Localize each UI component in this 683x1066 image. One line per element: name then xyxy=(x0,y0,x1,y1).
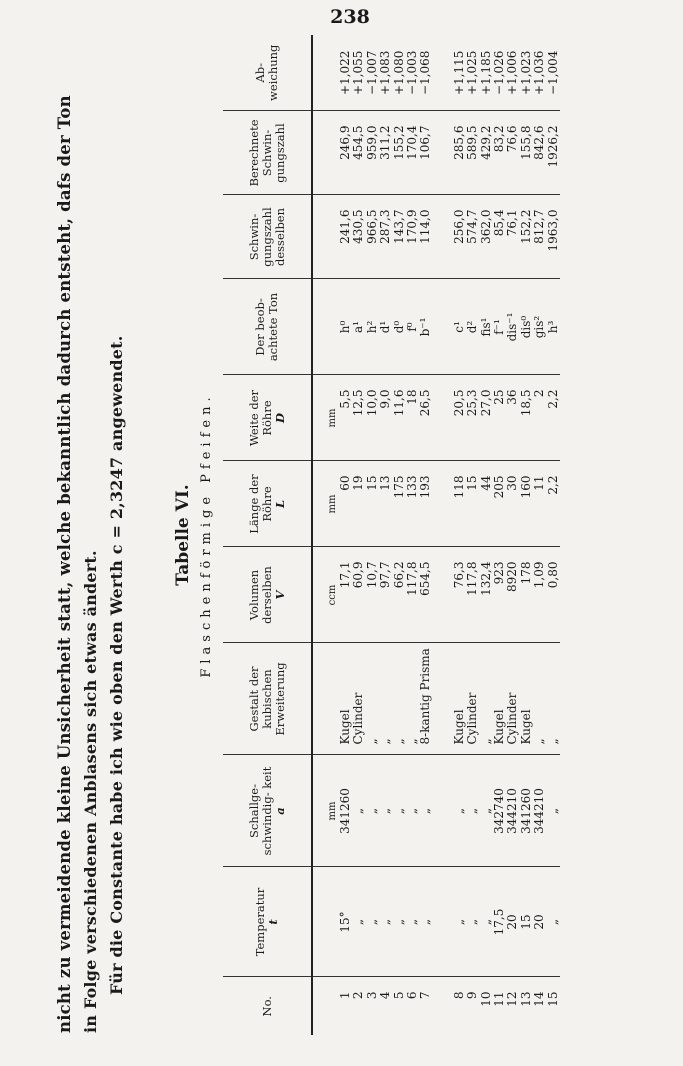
table-cell: 20 xyxy=(506,867,519,977)
table-cell: +1,185 xyxy=(480,35,493,111)
table-cell: 76,3 xyxy=(453,547,466,643)
data-table xyxy=(223,35,560,1035)
table-cell: „ xyxy=(419,867,432,977)
table-row xyxy=(366,35,379,1035)
column-header-symbol: L xyxy=(272,499,287,509)
table-subtitle: Flaschenförmige Pfeifen. xyxy=(199,392,214,678)
table-cell: „ xyxy=(393,755,406,867)
table-cell: „ xyxy=(466,867,479,977)
table-cell: 246,9 xyxy=(339,111,352,195)
table-cell: 8-kantig Prisma xyxy=(419,643,432,755)
body-text-line-1: nicht zu vermeidende kleine Unsicherheit statt, welche bekanntlich dadurch entsteht, dafs der Ton xyxy=(55,95,74,1033)
table-cell: „ xyxy=(366,643,379,755)
table-cell: +1,080 xyxy=(393,35,406,111)
table-cell: 132,4 xyxy=(480,547,493,643)
table-cell: 5 xyxy=(391,991,406,1000)
table-cell: „ xyxy=(352,867,365,977)
unit-cell xyxy=(312,867,339,977)
table-cell: 25,3 xyxy=(466,375,479,461)
table-cell: f⁰ xyxy=(406,279,419,375)
gap-cell xyxy=(433,643,453,755)
column-header-10 xyxy=(223,35,312,111)
table-cell: 17,1 xyxy=(339,547,352,643)
table-row xyxy=(466,35,479,1035)
table-cell: „ xyxy=(366,755,379,867)
table-cell: 14 xyxy=(532,991,547,1007)
table-cell: 8920 xyxy=(506,547,519,643)
page-number: 238 xyxy=(330,6,370,28)
table-cell: 311,2 xyxy=(379,111,392,195)
table-cell: 117,8 xyxy=(466,547,479,643)
table-cell: 2 xyxy=(533,375,546,461)
column-header-0 xyxy=(223,977,312,1035)
column-header-label: No. xyxy=(259,996,274,1017)
table-cell: „ xyxy=(352,755,365,867)
gap-cell xyxy=(433,977,453,1035)
table-cell: 25 xyxy=(493,375,506,461)
table-cell: 959,0 xyxy=(366,111,379,195)
table-cell: +1,055 xyxy=(352,35,365,111)
table-cell: −1,026 xyxy=(493,35,506,111)
table-cell: +1,083 xyxy=(379,35,392,111)
table-cell: 19 xyxy=(352,461,365,547)
table-cell: „ xyxy=(480,867,493,977)
table-cell: 9 xyxy=(465,991,480,1000)
table-cell: 812,7 xyxy=(533,195,546,279)
table-cell: 10 xyxy=(478,991,493,1007)
table-row xyxy=(379,35,392,1035)
table-cell: dis⁰ xyxy=(520,279,533,375)
table-cell: 0,80 xyxy=(547,547,560,643)
table-header xyxy=(223,35,312,1035)
table-cell: 574,7 xyxy=(466,195,479,279)
unit-cell: mm xyxy=(312,755,339,867)
table-cell: 170,4 xyxy=(406,111,419,195)
gap-cell xyxy=(433,461,453,547)
data-table-container xyxy=(223,35,560,1035)
table-cell: 18,5 xyxy=(520,375,533,461)
table-cell: 15 xyxy=(520,867,533,977)
column-header-5 xyxy=(223,461,312,547)
gap-cell xyxy=(433,755,453,867)
column-header-label: Temperatur xyxy=(253,887,267,957)
table-cell: 1,09 xyxy=(533,547,546,643)
table-cell: „ xyxy=(533,643,546,755)
table-cell: 10,0 xyxy=(366,375,379,461)
table-cell: 44 xyxy=(480,461,493,547)
table-cell: 6 xyxy=(405,991,420,1000)
table-cell: 923 xyxy=(493,547,506,643)
column-header-label: Weite der Röhre xyxy=(246,389,274,447)
unit-cell xyxy=(312,195,339,279)
table-cell: 344210 xyxy=(506,755,519,867)
table-cell: 12 xyxy=(505,991,520,1007)
table-cell: 11 xyxy=(533,461,546,547)
table-cell: 11,6 xyxy=(393,375,406,461)
unit-cell: mm xyxy=(312,375,339,461)
table-cell: b⁻¹ xyxy=(419,279,432,375)
table-cell: 654,5 xyxy=(419,547,432,643)
table-cell: „ xyxy=(453,867,466,977)
table-cell: Kugel xyxy=(453,643,466,755)
table-cell: Kugel xyxy=(493,643,506,755)
table-cell: 1 xyxy=(338,991,352,1000)
table-cell: 36 xyxy=(506,375,519,461)
unit-cell xyxy=(312,111,339,195)
table-cell: 133 xyxy=(406,461,419,547)
table-cell: 18 xyxy=(406,375,419,461)
table-cell: 13 xyxy=(379,461,392,547)
table-cell: f⁻¹ xyxy=(493,279,506,375)
table-cell: Cylinder xyxy=(352,643,365,755)
table-cell: 15 xyxy=(545,991,560,1007)
table-cell: 429,2 xyxy=(480,111,493,195)
unit-row xyxy=(312,35,339,1035)
table-cell: 160 xyxy=(520,461,533,547)
table-cell: „ xyxy=(366,867,379,977)
table-cell: 76,6 xyxy=(506,111,519,195)
table-row xyxy=(393,35,406,1035)
table-cell: 143,7 xyxy=(393,195,406,279)
table-cell: 152,2 xyxy=(520,195,533,279)
table-cell: 60,9 xyxy=(352,547,365,643)
column-header-label: Gestalt der kubischen Erweiterung xyxy=(246,662,287,736)
table-cell: a¹ xyxy=(352,279,365,375)
table-cell: 15° xyxy=(339,867,352,977)
table-cell: 842,6 xyxy=(533,111,546,195)
table-cell: 362,0 xyxy=(480,195,493,279)
gap-cell xyxy=(433,375,453,461)
table-cell: 241,6 xyxy=(339,195,352,279)
table-cell: 8 xyxy=(451,991,466,1000)
table-row xyxy=(406,35,419,1035)
table-cell: 17,5 xyxy=(493,867,506,977)
table-cell: 256,0 xyxy=(453,195,466,279)
table-title: Tabelle VI. xyxy=(173,484,193,586)
table-cell: Cylinder xyxy=(466,643,479,755)
table-cell: „ xyxy=(393,867,406,977)
table-cell: −1,068 xyxy=(419,35,432,111)
table-cell: Kugel xyxy=(520,643,533,755)
table-cell: „ xyxy=(547,867,560,977)
body-text-line-2: in Folge verschiedenen Anblasens sich etwas ändert. xyxy=(81,550,100,1033)
column-header-symbol: a xyxy=(272,807,287,815)
gap-cell xyxy=(433,547,453,643)
table-cell: +1,022 xyxy=(339,35,352,111)
table-cell: 13 xyxy=(518,991,533,1007)
column-header-label: Schwin- gungszahl desselben xyxy=(246,207,287,267)
table-cell: „ xyxy=(547,643,560,755)
table-cell: 9,0 xyxy=(379,375,392,461)
table-cell: 175 xyxy=(393,461,406,547)
table-cell: 287,3 xyxy=(379,195,392,279)
table-cell: gis² xyxy=(533,279,546,375)
table-cell: dis⁻¹ xyxy=(506,279,519,375)
table-cell: 1926,2 xyxy=(547,111,560,195)
table-cell: 342740 xyxy=(493,755,506,867)
table-cell: 26,5 xyxy=(419,375,432,461)
table-cell: −1,004 xyxy=(547,35,560,111)
unit-cell: ccm xyxy=(312,547,339,643)
table-cell: 589,5 xyxy=(466,111,479,195)
table-cell: 454,5 xyxy=(352,111,365,195)
table-cell: +1,023 xyxy=(520,35,533,111)
column-header-1 xyxy=(223,867,312,977)
table-cell: 1963,0 xyxy=(547,195,560,279)
gap-cell xyxy=(433,35,453,111)
column-header-symbol: V xyxy=(272,590,287,600)
table-row xyxy=(453,35,466,1035)
table-cell: fis¹ xyxy=(480,279,493,375)
table-cell: Cylinder xyxy=(506,643,519,755)
unit-cell: mm xyxy=(312,461,339,547)
table-cell: 60 xyxy=(339,461,352,547)
column-header-7 xyxy=(223,279,312,375)
table-cell: 97,7 xyxy=(379,547,392,643)
column-header-8 xyxy=(223,195,312,279)
column-header-label: Berechnete Schwin- gungszahl xyxy=(246,119,287,187)
table-cell: „ xyxy=(393,643,406,755)
column-header-symbol: t xyxy=(266,919,280,925)
table-cell: 106,7 xyxy=(419,111,432,195)
table-cell: 20 xyxy=(533,867,546,977)
table-cell: 30 xyxy=(506,461,519,547)
table-cell: +1,006 xyxy=(506,35,519,111)
table-row xyxy=(547,35,560,1035)
table-cell: 114,0 xyxy=(419,195,432,279)
table-body xyxy=(312,35,560,1035)
table-cell: 155,8 xyxy=(520,111,533,195)
column-header-4 xyxy=(223,547,312,643)
gap-cell xyxy=(433,111,453,195)
table-cell: „ xyxy=(406,867,419,977)
table-cell: 155,2 xyxy=(393,111,406,195)
unit-cell xyxy=(312,643,339,755)
table-cell: 117,8 xyxy=(406,547,419,643)
table-cell: „ xyxy=(480,643,493,755)
table-cell: c¹ xyxy=(453,279,466,375)
column-header-label: Volumen derselben xyxy=(246,566,274,624)
table-cell: 193 xyxy=(419,461,432,547)
table-cell: 341260 xyxy=(520,755,533,867)
table-cell: „ xyxy=(406,643,419,755)
table-cell: 12,5 xyxy=(352,375,365,461)
column-header-label: Der beob- achtete Ton xyxy=(253,292,280,362)
column-header-9 xyxy=(223,111,312,195)
table-cell: „ xyxy=(379,755,392,867)
table-cell: d⁰ xyxy=(393,279,406,375)
table-cell: 966,5 xyxy=(366,195,379,279)
table-cell: 7 xyxy=(418,991,433,1000)
table-cell: 10,7 xyxy=(366,547,379,643)
rotated-page-content xyxy=(55,35,675,1035)
table-cell: 341260 xyxy=(339,755,352,867)
table-cell: +1,115 xyxy=(453,35,466,111)
table-cell: Kugel xyxy=(339,643,352,755)
table-row xyxy=(533,35,546,1035)
table-cell: −1,007 xyxy=(366,35,379,111)
table-cell: 170,9 xyxy=(406,195,419,279)
table-row xyxy=(520,35,533,1035)
table-cell: „ xyxy=(379,867,392,977)
table-cell: 205 xyxy=(493,461,506,547)
table-cell: 178 xyxy=(520,547,533,643)
table-cell: „ xyxy=(480,755,493,867)
table-cell: 344210 xyxy=(533,755,546,867)
table-cell: h⁰ xyxy=(339,279,352,375)
gap-cell xyxy=(433,867,453,977)
table-cell: 2,2 xyxy=(547,375,560,461)
table-cell: 285,6 xyxy=(453,111,466,195)
table-cell: 118 xyxy=(453,461,466,547)
table-cell: 85,4 xyxy=(493,195,506,279)
table-row xyxy=(493,35,506,1035)
table-cell: 430,5 xyxy=(352,195,365,279)
table-cell: 2,2 xyxy=(547,461,560,547)
table-cell: h³ xyxy=(547,279,560,375)
unit-cell xyxy=(312,977,339,1035)
column-header-label: Länge der Röhre xyxy=(246,474,274,534)
table-cell: „ xyxy=(453,755,466,867)
column-header-label: Ab- weichung xyxy=(253,44,280,101)
table-row xyxy=(339,35,352,1035)
table-cell: 3 xyxy=(364,991,379,1000)
table-cell: 66,2 xyxy=(393,547,406,643)
unit-cell xyxy=(312,35,339,111)
table-cell: „ xyxy=(419,755,432,867)
table-row xyxy=(352,35,365,1035)
table-cell: „ xyxy=(466,755,479,867)
column-header-3 xyxy=(223,643,312,755)
table-cell: d² xyxy=(466,279,479,375)
table-cell: „ xyxy=(379,643,392,755)
table-cell: 20,5 xyxy=(453,375,466,461)
table-cell: h² xyxy=(366,279,379,375)
table-cell: 2 xyxy=(351,991,366,1000)
table-cell: „ xyxy=(547,755,560,867)
column-header-label: Schallge- schwindig- keit xyxy=(246,766,274,856)
table-row xyxy=(480,35,493,1035)
table-cell: 83,2 xyxy=(493,111,506,195)
unit-cell xyxy=(312,279,339,375)
column-header-2 xyxy=(223,755,312,867)
table-cell: „ xyxy=(406,755,419,867)
table-cell: +1,036 xyxy=(533,35,546,111)
table-row xyxy=(419,35,432,1035)
table-cell: −1,003 xyxy=(406,35,419,111)
table-cell: 11 xyxy=(492,991,507,1007)
column-header-6 xyxy=(223,375,312,461)
gap-cell xyxy=(433,195,453,279)
column-header-symbol: D xyxy=(272,413,287,423)
table-row xyxy=(506,35,519,1035)
table-cell: 76,1 xyxy=(506,195,519,279)
gap-cell xyxy=(433,279,453,375)
table-cell: 4 xyxy=(378,991,393,1000)
table-cell: +1,025 xyxy=(466,35,479,111)
table-cell: 5,5 xyxy=(339,375,352,461)
table-cell: 27,0 xyxy=(480,375,493,461)
table-cell: d¹ xyxy=(379,279,392,375)
table-cell: 15 xyxy=(366,461,379,547)
row-gap xyxy=(433,35,453,1035)
table-cell: 15 xyxy=(466,461,479,547)
body-text-line-3: Für die Constante habe ich wie oben den Werth c = 2,3247 angewendet. xyxy=(107,335,126,995)
